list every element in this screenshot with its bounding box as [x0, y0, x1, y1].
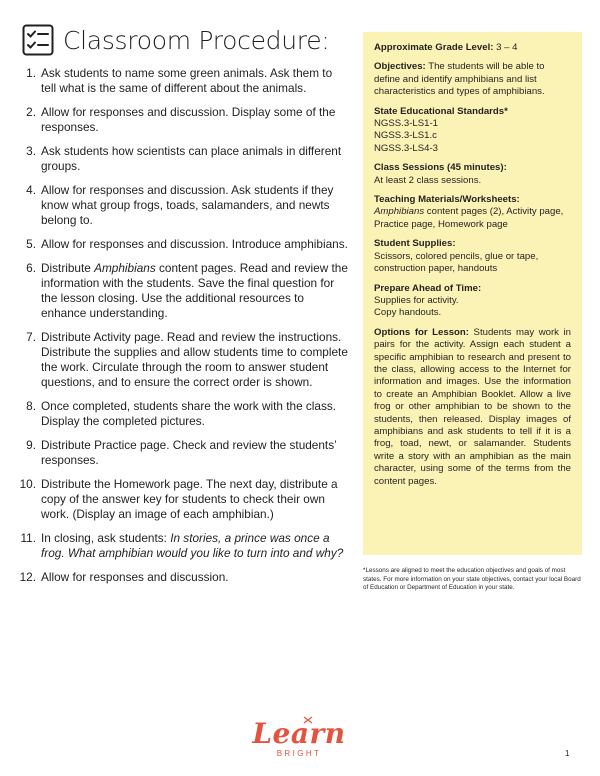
teaching-materials [374, 194, 571, 231]
grade-level-value: 3 – 4 [493, 42, 518, 53]
objectives-label: Objectives: [374, 61, 426, 73]
state-standards [374, 106, 571, 156]
step-number: 7. [26, 330, 36, 344]
procedure-step [16, 438, 348, 468]
supplies-label: Student Supplies: [374, 238, 456, 250]
checklist-icon [22, 24, 54, 56]
step-text: Ask students to name some green animals. Ask them to tell what is the same of different about the animals. [41, 66, 333, 95]
step-text: Allow for responses and discussion. Display some of the responses. [41, 105, 336, 134]
standards-label: State Educational Standards* [374, 105, 508, 117]
emphasis-text: Amphibians [94, 261, 156, 275]
step-text: Allow for responses and discussion. [41, 570, 229, 584]
prepare-item: Copy handouts. [374, 307, 442, 319]
page-header [22, 22, 329, 58]
logo-accent-icon [303, 716, 313, 724]
step-text: Distribute Activity page. Read and review the instructions. Distribute the supplies and allow students time to complete the work. Circulate through the room to answer student questions, and to ensure the correct order is shown. [41, 330, 348, 389]
step-number: 6. [26, 261, 36, 275]
procedure-step [16, 399, 348, 429]
student-supplies [374, 238, 571, 275]
step-number: 9. [26, 438, 36, 452]
procedure-step [16, 330, 348, 390]
step-number: 2. [26, 105, 36, 119]
standard-item: NGSS.3-LS1-1 [374, 118, 438, 130]
page-number: 1 [565, 749, 570, 758]
materials-label: Teaching Materials/Worksheets: [374, 194, 520, 206]
options-label: Options for Lesson: [374, 326, 469, 338]
procedure-step [16, 66, 348, 96]
step-text: Allow for responses and discussion. Introduce amphibians. [41, 237, 348, 251]
materials-text [374, 206, 563, 229]
objectives [374, 61, 571, 98]
step-text: Once completed, students share the work with the class. Display the completed pictures. [41, 399, 337, 428]
page-title: Classroom Procedure: [63, 25, 330, 55]
procedure-step [16, 570, 348, 585]
procedure-step [16, 144, 348, 174]
step-number: 11. [20, 531, 36, 545]
prepare-ahead [374, 283, 571, 320]
prepare-item: Supplies for activity. [374, 294, 459, 306]
step-text: Allow for responses and discussion. Ask students if they know what group frogs, toads, salamanders, and newts belong to. [41, 183, 334, 227]
logo-wordmark: Learn [252, 717, 346, 750]
step-number: 1. [26, 66, 36, 80]
objectives-text: The students will be able to define and identify amphibians and list characteristics and types of amphibians. [374, 61, 545, 98]
logo-subtext: BRIGHT [276, 749, 322, 758]
procedure-step [16, 531, 348, 561]
emphasis-text: In stories, a prince was once a frog. What amphibian would you like to turn into and why? [41, 531, 344, 560]
emphasis-text: Amphibians [374, 206, 425, 218]
standard-item: NGSS.3-LS1.c [374, 130, 437, 142]
step-text-part: content pages. Read and review the information with the students. Save the final question for the lesson closing. Use the additional resources to enhance understanding. [41, 261, 348, 320]
grade-level-label: Approximate Grade Level: [374, 42, 494, 53]
lesson-info-panel [363, 32, 582, 555]
procedure-list [16, 66, 348, 594]
step-text [41, 261, 348, 321]
step-number: 5. [26, 237, 36, 251]
grade-level [374, 42, 571, 54]
procedure-step [16, 477, 348, 522]
step-text: Ask students how scientists can place animals in different groups. [41, 144, 342, 173]
prepare-label: Prepare Ahead of Time: [374, 282, 482, 294]
sessions-label: Class Sessions (45 minutes): [374, 162, 507, 174]
sessions-text: At least 2 class sessions. [374, 174, 482, 186]
class-sessions [374, 162, 571, 187]
step-number: 12. [19, 570, 36, 584]
step-text [41, 531, 348, 561]
lesson-options [374, 327, 571, 488]
step-number: 8. [26, 399, 36, 413]
standard-item: NGSS.3-LS4-3 [374, 142, 438, 154]
step-number: 10. [19, 477, 36, 491]
options-text: Students may work in pairs for the activity. Assign each student a specific amphibian to research and present to the class, allowing access to the Internet for information and images. Use the information to create an Amphibian Booklet. Allow a live frog or other amphibian to be shown to the students, then released. Display images of amphibians and ask students to tell if it is a frog, toad, newt, or salamander. Students write a story with an amphibian as the main character, using some of the terms from the content pages. [374, 326, 571, 487]
step-text: Distribute the Homework page. The next day, distribute a copy of the answer key for students to check their own work. (Display an image of each amphibian.) [41, 477, 338, 521]
step-number: 4. [26, 183, 36, 197]
materials-text-part: content pages (2), Activity page, Practice page, Homework page [374, 206, 564, 230]
step-number: 3. [26, 144, 36, 158]
procedure-step [16, 237, 348, 252]
procedure-step [16, 261, 348, 321]
step-text: Distribute Practice page. Check and review the students’ responses. [41, 438, 337, 467]
step-text-part: In closing, ask students: [41, 531, 171, 545]
supplies-text: Scissors, colored pencils, glue or tape, construction paper, handouts [374, 250, 539, 275]
standards-footnote: *Lessons are aligned to meet the education objectives and goals of most states. For more information on your state objectives, contact your local Board of Education or Department of Education in your state. [363, 567, 581, 592]
learn-bright-logo [243, 719, 355, 767]
procedure-step [16, 105, 348, 135]
step-text-part: Distribute [41, 261, 95, 275]
procedure-step [16, 183, 348, 228]
